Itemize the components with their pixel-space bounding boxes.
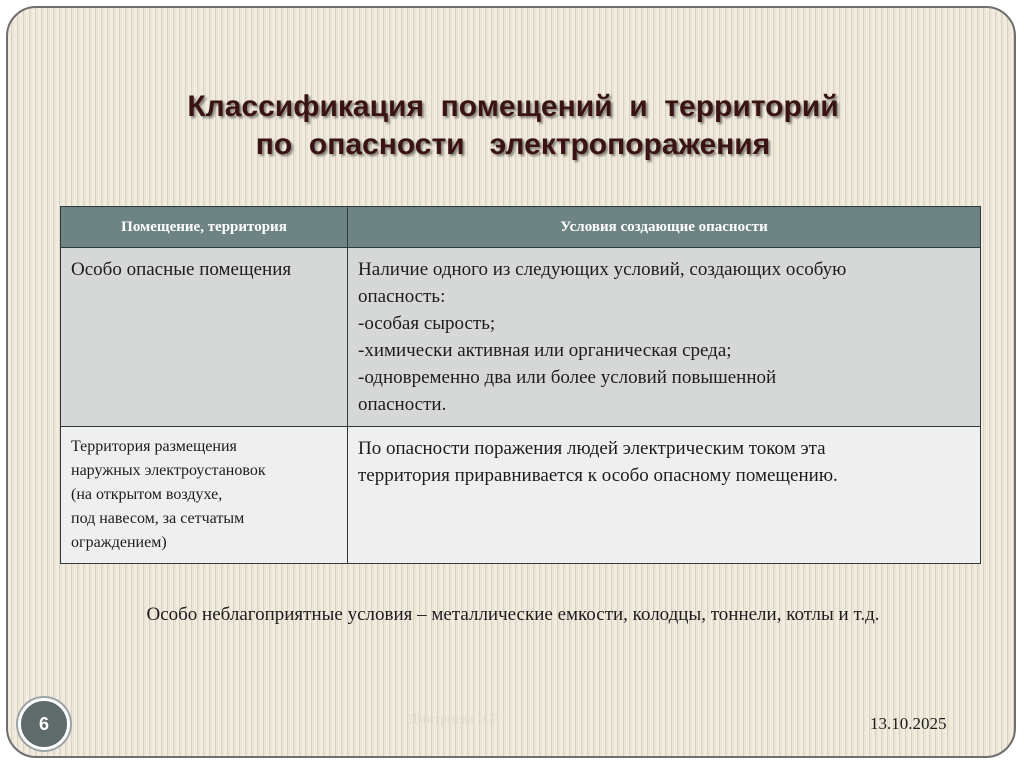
title-line-1: Классификация помещений и территорий	[187, 90, 839, 123]
slide	[6, 6, 1016, 758]
conditions-cell	[348, 427, 981, 564]
conditions-line: -особая сырость;	[358, 313, 496, 334]
category-text: Территория размещения	[71, 438, 237, 455]
table-row	[61, 427, 981, 564]
conditions-cell	[348, 248, 981, 427]
conditions-line: территория приравнивается к особо опасному помещению.	[358, 465, 838, 486]
category-text: Особо опасные помещения	[71, 259, 292, 280]
slide-date: 13.10.2025	[870, 714, 947, 733]
category-text: (на открытом воздухе,	[71, 486, 223, 503]
page-number-badge: 6	[18, 698, 70, 750]
header-premises: Помещение, территория	[61, 207, 348, 248]
conditions-line: Наличие одного из следующих условий, создающих особую	[358, 259, 847, 280]
category-cell	[61, 248, 348, 427]
category-text: ограждением)	[71, 534, 167, 551]
conditions-line: -одновременно два или более условий повышенной	[358, 367, 777, 388]
title-line-2: по опасности электропоражения	[255, 128, 771, 161]
conditions-line: -химически активная или органическая среда;	[358, 340, 732, 361]
header-conditions: Условия создающие опасности	[348, 207, 981, 248]
hazard-classification-table	[60, 206, 981, 564]
conditions-line: опасность:	[358, 286, 446, 307]
category-text: наружных электроустановок	[71, 462, 266, 479]
table-row	[61, 248, 981, 427]
conditions-line: По опасности поражения людей электрическим током эта	[358, 438, 826, 459]
conditions-line: опасности.	[358, 394, 447, 415]
slide-title	[8, 88, 1016, 164]
category-text: под навесом, за сетчатым	[71, 510, 245, 527]
footnote-text: Особо неблагоприятные условия – металлические емкости, колодцы, тоннели, котлы и т.д.	[146, 604, 880, 625]
author-label: Дмитриева Э.Г.	[408, 712, 500, 727]
table-header-row	[61, 207, 981, 248]
category-cell	[61, 427, 348, 564]
